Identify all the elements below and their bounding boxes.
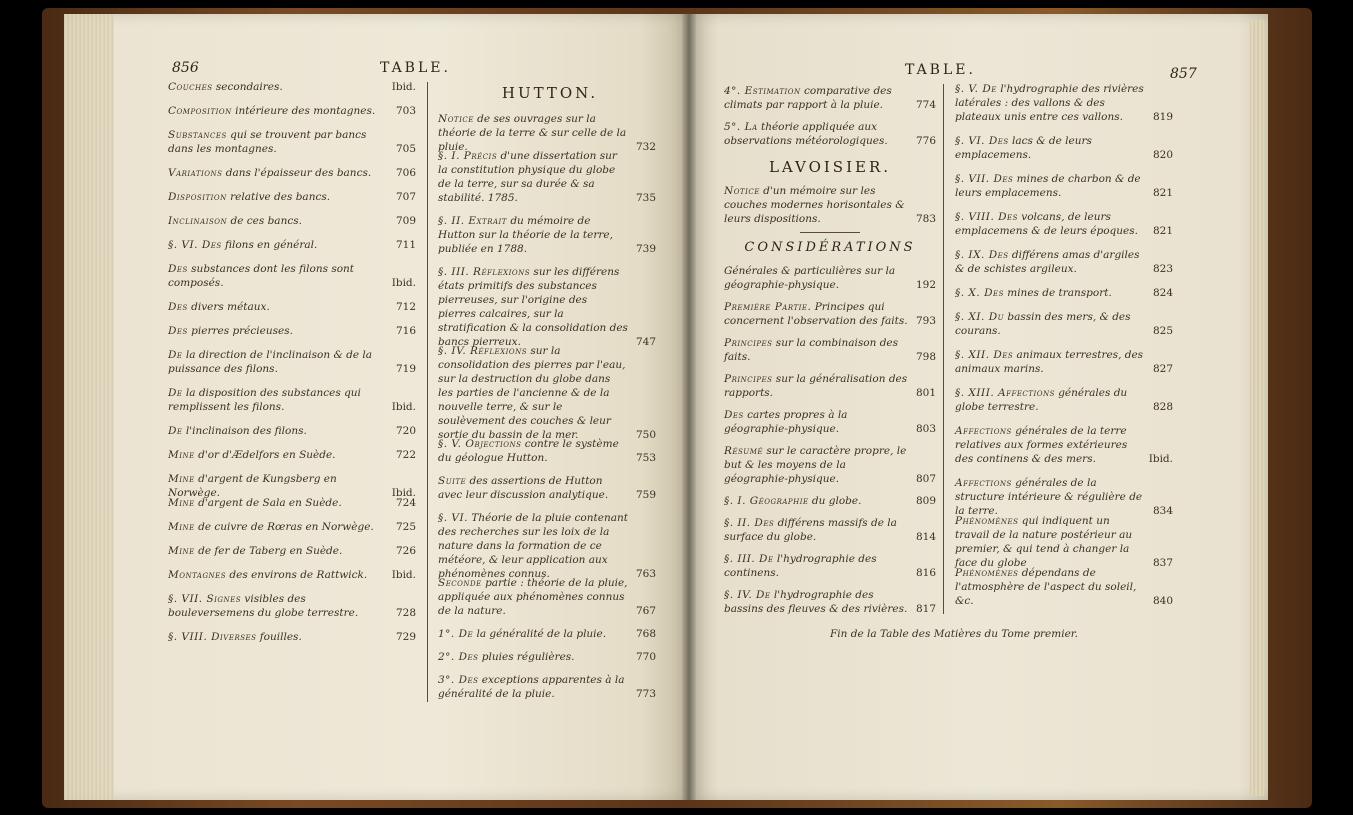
toc-entry-text: lacs & de leurs emplacemens.	[955, 135, 1092, 161]
toc-entry	[168, 448, 416, 462]
toc-entry	[955, 210, 1173, 238]
toc-entry-text: mines de charbon & de leurs emplacemens.	[955, 173, 1141, 199]
toc-page-number: 820	[1152, 149, 1173, 161]
toc-entry-text: divers métaux.	[187, 301, 270, 313]
toc-entry-text: d'une dissertation sur la constitution physique du globe de la terre, sur sa durée & sa stabilité. 1785.	[438, 150, 617, 204]
toc-entry	[438, 576, 656, 618]
toc-entry-text: la généralité de la pluie.	[473, 628, 607, 640]
toc-entry-text: l'hydrographie des continens.	[724, 553, 877, 579]
toc-entry	[724, 408, 936, 436]
toc-page-number: Ibid.	[391, 401, 416, 413]
toc-page-number: 803	[915, 423, 936, 435]
toc-entry-text: de ces bancs.	[227, 215, 302, 227]
toc-page-number: 722	[395, 449, 416, 461]
toc-entry	[955, 286, 1173, 300]
toc-entry-text: mines de transport.	[1003, 287, 1112, 299]
toc-entry-lead: Affections	[955, 477, 1012, 489]
toc-page-number: 767	[635, 605, 656, 617]
toc-entry	[168, 324, 416, 338]
toc-page-number: 735	[635, 192, 656, 204]
toc-entry	[168, 496, 416, 510]
toc-entry-text: fouilles.	[256, 631, 302, 643]
toc-entry-text: des environs de Rattwick.	[226, 569, 368, 581]
toc-entry-text: la disposition des substances qui remplissent les filons.	[168, 387, 361, 413]
toc-entry-lead: Notice	[724, 185, 760, 197]
toc-entry	[438, 627, 656, 641]
toc-entry-lead: Montagnes	[168, 569, 227, 581]
toc-page-number: 819	[1152, 111, 1173, 123]
toc-entry	[724, 120, 936, 148]
toc-entry-text: différens massifs de la surface du globe.	[724, 517, 897, 543]
toc-entry-lead: Mine	[168, 473, 195, 485]
toc-entry-lead: Des	[168, 263, 188, 275]
toc-entry-text: générales de la terre relatives aux formes extérieures des continens & des mers.	[955, 425, 1128, 465]
toc-entry-lead: Mine	[168, 521, 195, 533]
toc-entry	[168, 104, 416, 118]
toc-page-number: 824	[1152, 287, 1173, 299]
toc-page-number: 834	[1152, 505, 1173, 517]
toc-entry-lead: §. II. Des	[724, 517, 775, 529]
toc-entry-text: sur le caractère propre, le but & les moyens de la géographie-physique.	[724, 445, 907, 485]
toc-entry	[724, 552, 936, 580]
toc-page-number: 828	[1152, 401, 1173, 413]
toc-page-number: 753	[635, 452, 656, 464]
toc-entry-text: de ses ouvrages sur la théorie de la terre & sur celle de la pluie.	[438, 113, 627, 153]
toc-entry-lead: Suite	[438, 475, 467, 487]
toc-entry-text: visibles des bouleversemens du globe terrestre.	[168, 593, 359, 619]
toc-entry-text: théorie appliquée aux observations météorologiques.	[724, 121, 888, 147]
toc-entry	[168, 166, 416, 180]
toc-page-number: 732	[635, 141, 656, 153]
toc-entry	[955, 424, 1173, 466]
toc-entry-lead: §. I. Géographie	[724, 495, 809, 507]
toc-page-number: 801	[915, 387, 936, 399]
toc-entry-text: pierres précieuses.	[187, 325, 293, 337]
toc-entry-text: filons en général.	[221, 239, 318, 251]
toc-entry-lead: Seconde	[438, 577, 482, 589]
toc-entry-lead: De	[168, 387, 183, 399]
toc-entry-text: exceptions apparentes à la généralité de la pluie.	[438, 674, 625, 700]
toc-entry-lead: §. VIII. Diverses	[168, 631, 257, 643]
toc-page-number: 719	[395, 363, 416, 375]
toc-page-number: 827	[1152, 363, 1173, 375]
toc-entry	[438, 344, 656, 442]
toc-entry	[724, 184, 936, 226]
toc-page-number: 739	[635, 243, 656, 255]
toc-entry-lead: §. III. De	[724, 553, 774, 565]
toc-page-number: 793	[915, 315, 936, 327]
toc-entry	[955, 386, 1173, 414]
left-column-rule	[427, 82, 428, 702]
toc-entry-text: du globe.	[808, 495, 862, 507]
toc-entry	[724, 336, 936, 364]
toc-entry-lead: §. XIII. Affections	[955, 387, 1055, 399]
toc-entry	[438, 650, 656, 664]
toc-entry	[438, 511, 656, 581]
toc-entry-text: qui se trouvent par bancs dans les montagnes.	[168, 129, 367, 155]
toc-entry-text: partie : théorie de la pluie, appliquée aux phénomènes connus de la nature.	[438, 577, 628, 617]
toc-entry-lead: §. VII. Signes	[168, 593, 242, 605]
toc-page-number: 814	[915, 531, 936, 543]
toc-page-number: 774	[915, 99, 936, 111]
toc-page-number: 825	[1152, 325, 1173, 337]
toc-entry	[168, 300, 416, 314]
toc-entry	[168, 386, 416, 414]
toc-entry-lead: §. VIII. Des	[955, 211, 1018, 223]
toc-entry	[955, 566, 1173, 608]
toc-entry-text: secondaires.	[212, 81, 283, 93]
toc-entry-lead: Principes	[724, 337, 773, 349]
toc-entry-text: sur la combinaison des faits.	[724, 337, 899, 363]
toc-entry-lead: §. IV. De	[724, 589, 771, 601]
toc-entry-lead: Couches	[168, 81, 213, 93]
toc-entry	[168, 592, 416, 620]
toc-entry-lead: De	[168, 425, 183, 437]
toc-entry-lead: §. XI. Du	[955, 311, 1005, 323]
toc-page-number: 807	[915, 473, 936, 485]
toc-entry	[168, 238, 416, 252]
toc-entry-text: dans l'épaisseur des bancs.	[222, 167, 372, 179]
toc-entry-text: l'inclinaison des filons.	[182, 425, 307, 437]
toc-entry-lead: §. X. Des	[955, 287, 1004, 299]
hutton-title: HUTTON.	[501, 84, 599, 102]
toc-entry-lead: Disposition	[168, 191, 227, 203]
toc-entry-text: contre le système du géologue Hutton.	[438, 438, 619, 464]
toc-page-number: 716	[395, 325, 416, 337]
toc-page-number: 809	[915, 495, 936, 507]
toc-page-number: 750	[635, 429, 656, 441]
toc-page-number: 821	[1152, 187, 1173, 199]
toc-page-number: 763	[635, 568, 656, 580]
toc-entry	[724, 444, 936, 486]
toc-entry	[168, 630, 416, 644]
toc-entry-text: substances dont les filons sont composés.	[168, 263, 355, 289]
toc-entry	[724, 264, 936, 292]
left-page-header: TABLE.	[380, 60, 451, 76]
toc-entry-text: comparative des climats par rapport à la pluie.	[724, 85, 892, 111]
toc-page-number: 726	[395, 545, 416, 557]
toc-entry	[724, 84, 936, 112]
considerations-title: CONSIDÉRATIONS	[744, 240, 916, 255]
toc-page-number: 711	[395, 239, 416, 251]
toc-page-number: 709	[395, 215, 416, 227]
toc-entry	[168, 214, 416, 228]
toc-entry-text: qui indiquent un travail de la nature postérieur au premier, & qui tend à changer la face du globe	[955, 515, 1133, 569]
toc-entry-lead: §. V. Objections	[438, 438, 522, 450]
toc-entry	[168, 348, 416, 376]
toc-entry-text: d'argent de Sala en Suède.	[194, 497, 342, 509]
toc-page-number: 720	[395, 425, 416, 437]
toc-entry-text: cartes propres à la géographie-physique.	[724, 409, 848, 435]
toc-page-number: 816	[915, 567, 936, 579]
toc-entry	[724, 588, 936, 616]
book-gutter	[682, 14, 696, 800]
toc-entry-lead: §. IX. Des	[955, 249, 1009, 261]
toc-entry	[168, 128, 416, 156]
toc-page-number: 729	[395, 631, 416, 643]
toc-entry-text: de fer de Taberg en Suède.	[194, 545, 343, 557]
end-note: Fin de la Table des Matières du Tome premier.	[830, 628, 1079, 640]
toc-entry	[168, 262, 416, 290]
toc-entry	[438, 265, 656, 349]
right-column-rule	[943, 84, 944, 614]
toc-page-number: 798	[915, 351, 936, 363]
page-edges	[1250, 20, 1264, 796]
toc-entry-lead: Mine	[168, 545, 195, 557]
toc-page-number: 759	[635, 489, 656, 501]
toc-entry-lead: Notice	[438, 113, 474, 125]
toc-entry	[168, 544, 416, 558]
toc-entry-text: générales du globe terrestre.	[955, 387, 1128, 413]
toc-entry-text: volcans, de leurs emplacemens & de leurs époques.	[955, 211, 1138, 237]
toc-entry	[438, 149, 656, 205]
toc-entry-text: l'hydrographie des bassins des fleuves & des rivières.	[724, 589, 908, 615]
toc-entry-text: relative des bancs.	[226, 191, 331, 203]
toc-page-number: Ibid.	[391, 569, 416, 581]
toc-page-number: 783	[915, 213, 936, 225]
toc-entry-lead: §. I. Précis	[438, 150, 498, 162]
toc-page-number: 747	[635, 336, 656, 348]
toc-entry-lead: Première Partie.	[724, 301, 812, 313]
toc-entry-text: dépendans de l'atmosphère de l'aspect du soleil, &c.	[955, 567, 1137, 607]
toc-page-number: Ibid.	[391, 487, 416, 499]
toc-entry	[955, 514, 1173, 570]
toc-page-number: Ibid.	[1148, 453, 1173, 465]
toc-entry-lead: §. VI.	[438, 512, 468, 524]
toc-entry	[438, 474, 656, 502]
toc-entry-lead: §. VII. Des	[955, 173, 1014, 185]
toc-entry-lead: Des	[168, 301, 188, 313]
toc-page-number: 703	[395, 105, 416, 117]
toc-entry-lead: Phénomènes	[955, 567, 1019, 579]
toc-entry-lead: Inclinaison	[168, 215, 228, 227]
toc-entry	[955, 82, 1173, 124]
toc-entry-lead: Des	[724, 409, 744, 421]
toc-page-number: 823	[1152, 263, 1173, 275]
toc-entry-text: pluies régulières.	[478, 651, 575, 663]
toc-entry	[724, 494, 936, 508]
toc-entry-text: de cuivre de Rœras en Norwège.	[194, 521, 374, 533]
toc-entry-text: intérieure des montagnes.	[231, 105, 376, 117]
toc-entry	[955, 248, 1173, 276]
toc-entry-lead: Mine	[168, 449, 195, 461]
toc-page-number: Ibid.	[391, 277, 416, 289]
right-page-header: TABLE.	[905, 62, 976, 78]
toc-page-number: 707	[395, 191, 416, 203]
toc-entry-text: Principes qui concernent l'observation des faits.	[724, 301, 908, 327]
toc-entry-text: animaux terrestres, des animaux marins.	[955, 349, 1144, 375]
toc-entry	[955, 310, 1173, 338]
toc-entry-lead: 2°. Des	[438, 651, 479, 663]
toc-entry	[168, 424, 416, 438]
toc-entry-lead: 1°. De	[438, 628, 474, 640]
toc-entry-lead: De	[168, 349, 183, 361]
toc-entry	[438, 437, 656, 465]
toc-entry-lead: §. VI. Des	[168, 239, 222, 251]
toc-page-number: 840	[1152, 595, 1173, 607]
toc-entry	[168, 520, 416, 534]
toc-entry-text: d'un mémoire sur les couches modernes horisontales & leurs dispositions.	[724, 185, 905, 225]
toc-entry-lead: Variations	[168, 167, 223, 179]
toc-page-number: 768	[635, 628, 656, 640]
toc-entry-text: Théorie de la pluie contenant des recherches sur les loix de la nature dans la formation de ce météore, & leur application aux phénomènes connus.	[438, 512, 628, 580]
toc-entry-lead: Composition	[168, 105, 232, 117]
toc-entry-text: bassin des mers, & des courans.	[955, 311, 1131, 337]
toc-page-number: 705	[395, 143, 416, 155]
toc-page-number: 712	[395, 301, 416, 313]
toc-entry-text: sur la généralisation des rapports.	[724, 373, 908, 399]
toc-page-number: Ibid.	[391, 81, 416, 93]
toc-entry-text: la direction de l'inclinaison & de la puissance des filons.	[168, 349, 373, 375]
section-divider	[800, 232, 860, 233]
toc-entry-lead: 4°. Estimation	[724, 85, 801, 97]
toc-entry-lead: Résumé	[724, 445, 763, 457]
toc-entry-lead: Phénomènes	[955, 515, 1019, 527]
toc-entry-text: l'hydrographie des rivières latérales : des vallons & des plateaux unis entre ces vallons.	[955, 83, 1144, 123]
toc-entry	[955, 348, 1173, 376]
toc-entry-text: du mémoire de Hutton sur la théorie de la terre, publiée en 1788.	[438, 215, 613, 255]
toc-entry-lead: §. IV. Réflexions	[438, 345, 528, 357]
toc-entry-lead: Affections	[955, 425, 1012, 437]
toc-entry	[168, 80, 416, 94]
toc-entry	[168, 568, 416, 582]
toc-entry-text: d'argent de Kungsberg en Norwège.	[168, 473, 337, 499]
toc-page-number: 725	[395, 521, 416, 533]
left-page-number: 856	[172, 60, 199, 76]
toc-entry-lead: §. V. De	[955, 83, 997, 95]
toc-page-number: 724	[395, 497, 416, 509]
toc-entry-text: générales de la structure intérieure & régulière de la terre.	[955, 477, 1143, 517]
toc-entry-lead: §. VI. Des	[955, 135, 1009, 147]
toc-entry-text: des assertions de Hutton avec leur discussion analytique.	[438, 475, 609, 501]
toc-entry-lead: Mine	[168, 497, 195, 509]
toc-entry	[168, 190, 416, 204]
toc-entry	[438, 112, 656, 154]
toc-entry-lead: Des	[168, 325, 188, 337]
toc-entry-lead: Substances	[168, 129, 227, 141]
toc-entry	[724, 372, 936, 400]
toc-page-number: 817	[915, 603, 936, 615]
right-page-number: 857	[1170, 66, 1197, 82]
toc-entry-text: différens amas d'argiles & de schistes argileux.	[955, 249, 1140, 275]
toc-entry-lead: §. XII. Des	[955, 349, 1014, 361]
lavoisier-title: LAVOISIER.	[768, 158, 892, 176]
toc-page-number: 770	[635, 651, 656, 663]
toc-entry-lead: §. III. Réflexions	[438, 266, 531, 278]
toc-entry-text: sur la consolidation des pierres par l'eau, sur la destruction du globe dans les parties de l'ancienne & de la nouvelle terre, & sur le soulèvement des couches & leur sortie du bassin de la mer.	[438, 345, 626, 441]
toc-entry-lead: 3°. Des	[438, 674, 479, 686]
toc-page-number: 837	[1152, 557, 1173, 569]
toc-page-number: 706	[395, 167, 416, 179]
toc-entry-text: Générales & particulières sur la géographie-physique.	[724, 265, 896, 291]
toc-page-number: 773	[635, 688, 656, 700]
toc-entry-lead: 5°. La	[724, 121, 758, 133]
toc-entry-lead: Principes	[724, 373, 773, 385]
toc-entry	[438, 214, 656, 256]
toc-entry	[955, 134, 1173, 162]
toc-entry	[955, 476, 1173, 518]
toc-entry	[955, 172, 1173, 200]
toc-page-number: 192	[915, 279, 936, 291]
toc-page-number: 776	[915, 135, 936, 147]
toc-entry	[438, 673, 656, 701]
toc-entry	[724, 300, 936, 328]
toc-page-number: 728	[395, 607, 416, 619]
toc-entry-lead: §. II. Extrait	[438, 215, 507, 227]
toc-entry-text: d'or d'Ædelfors en Suède.	[194, 449, 336, 461]
toc-entry-text: sur les différens états primitifs des substances pierreuses, sur l'origine des pierres calcaires, sur la stratification & la consolidation des bancs pierreux.	[438, 266, 628, 348]
toc-entry	[724, 516, 936, 544]
toc-page-number: 821	[1152, 225, 1173, 237]
